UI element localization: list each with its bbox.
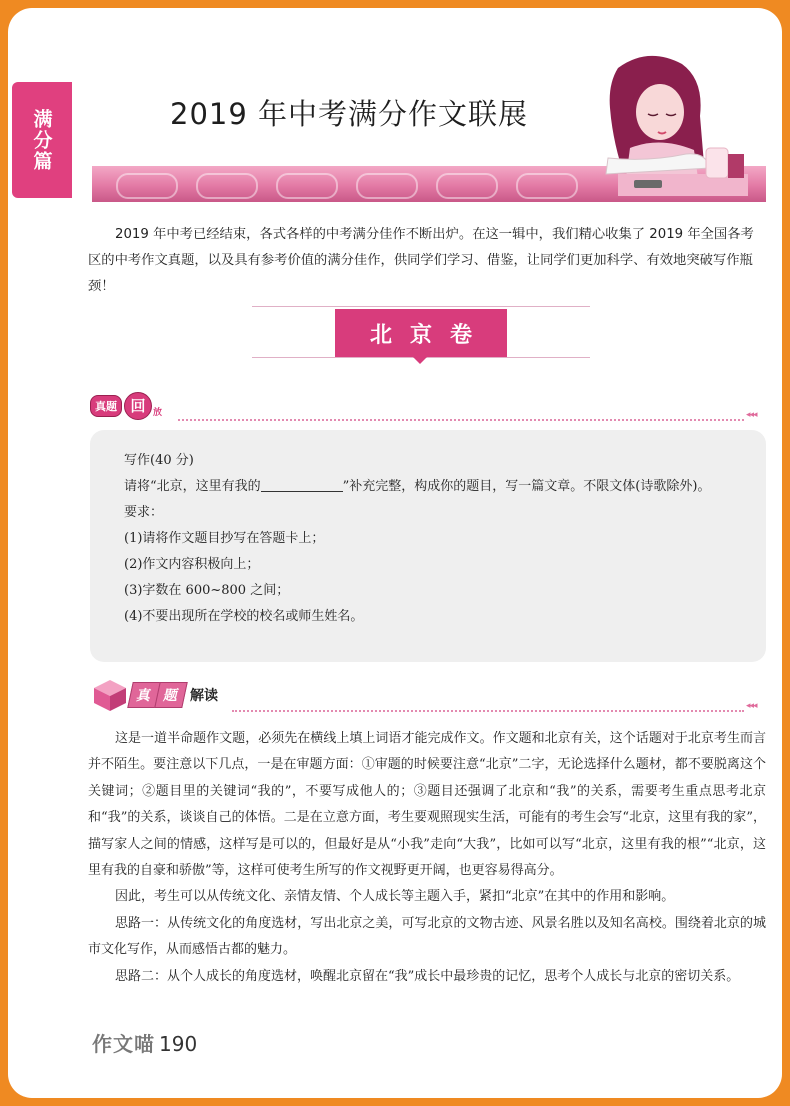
review-bubble: 真题	[90, 395, 122, 417]
fill-blank	[261, 477, 343, 492]
prompt-line: 写作(40 分)	[124, 453, 194, 468]
requirement-item: (2)作文内容积极向上；	[124, 557, 260, 572]
analysis-label: 解读	[190, 688, 218, 704]
banner-ornament	[436, 173, 498, 199]
requirement-item: (3)字数在 600~800 之间；	[124, 583, 290, 598]
exam-prompt	[124, 448, 754, 630]
arrow-marks: ◂◂◂	[746, 410, 757, 420]
page-title: 2019 年中考满分作文联展	[170, 97, 529, 131]
banner-ornament	[356, 173, 418, 199]
arrow-marks: ◂◂◂	[746, 701, 757, 711]
analysis-body	[88, 726, 766, 990]
banner-ornament	[116, 173, 178, 199]
section-heading-pointer	[412, 356, 428, 364]
review-small: 放	[153, 407, 163, 418]
section-heading: 北京卷	[335, 309, 507, 357]
requirement-item: (4)不要出现所在学校的校名或师生姓名。	[124, 609, 364, 624]
banner-ornament	[516, 173, 578, 199]
analysis-paragraph: 这是一道半命题作文题，必须先在横线上填上词语才能完成作文。作文题和北京有关，这个话题对于北京考生而言并不陌生。要注意以下几点，一是在审题方面：①审题的时候要注意“北京”二字，无论选择什么题材，都不要脱离这个关键词；②题目里的关键词“我的”，不要写成他人的；③题目还强调了北京和“我”的关系，需要考生重点思考北京和“我”的关系，谈谈自己的体悟。二是在立意方面，考生要观照现实生活，可能有的考生会写“北京，这里有我的家”，描写家人之间的情感，这样写是可以的，但最好是从“小我”走向“大我”，比如可以写“北京，这里有我的根”“北京，这里有我的自豪和骄傲”等，这样可使考生所写的作文视野更开阔，也更容易得高分。	[88, 731, 766, 879]
analysis-paragraph: 因此，考生可以从传统文化、亲情友情、个人成长等主题入手，紧扣“北京”在其中的作用和影响。	[115, 889, 675, 905]
intro-paragraph: 2019 年中考已经结束，各式各样的中考满分佳作不断出炉。在这一辑中，我们精心收集了 2019 年全国各考区的中考作文真题，以及具有参考价值的满分佳作，供同学们学习、借鉴，让同学们更加科学、有效地突破写作瓶颈！	[88, 227, 754, 294]
analysis-badge	[130, 682, 218, 708]
page-footer	[92, 1028, 197, 1057]
review-circle: 回	[124, 392, 152, 420]
banner-ornament	[196, 173, 258, 199]
banner-ornament	[276, 173, 338, 199]
section-rule-top	[252, 306, 590, 307]
page-number: 190	[159, 1032, 198, 1056]
analysis-paragraph: 思路一：从传统文化的角度选材，写出北京之美，可写北京的文物古迹、风景名胜以及知名高校。围绕着北京的城市文化写作，从而感悟古都的魅力。	[88, 915, 766, 958]
analysis-paragraph: 思路二：从个人成长的角度选材，唤醒北京留在“我”成长中最珍贵的记忆，思考个人成长与北京的密切关系。	[115, 968, 740, 984]
prompt-line: 请将“北京，这里有我的 ”补充完整，构成你的题目，写一篇文章。不限文体(诗歌除外)。	[124, 479, 711, 494]
analysis-tag: 题	[154, 682, 188, 708]
dotted-divider	[232, 710, 744, 712]
exam-review-badge	[90, 392, 162, 420]
brand-logo: 作文喵	[92, 1032, 155, 1056]
analysis-tag: 真	[127, 682, 161, 708]
dotted-divider	[178, 419, 744, 421]
side-tab-label: 满分篇	[30, 108, 53, 172]
cube-icon	[92, 678, 128, 712]
section-side-tab	[12, 82, 72, 198]
prompt-line: 要求：	[124, 505, 164, 520]
reading-girl-illustration	[578, 50, 768, 200]
requirement-item: (1)请将作文题目抄写在答题卡上；	[124, 531, 325, 546]
